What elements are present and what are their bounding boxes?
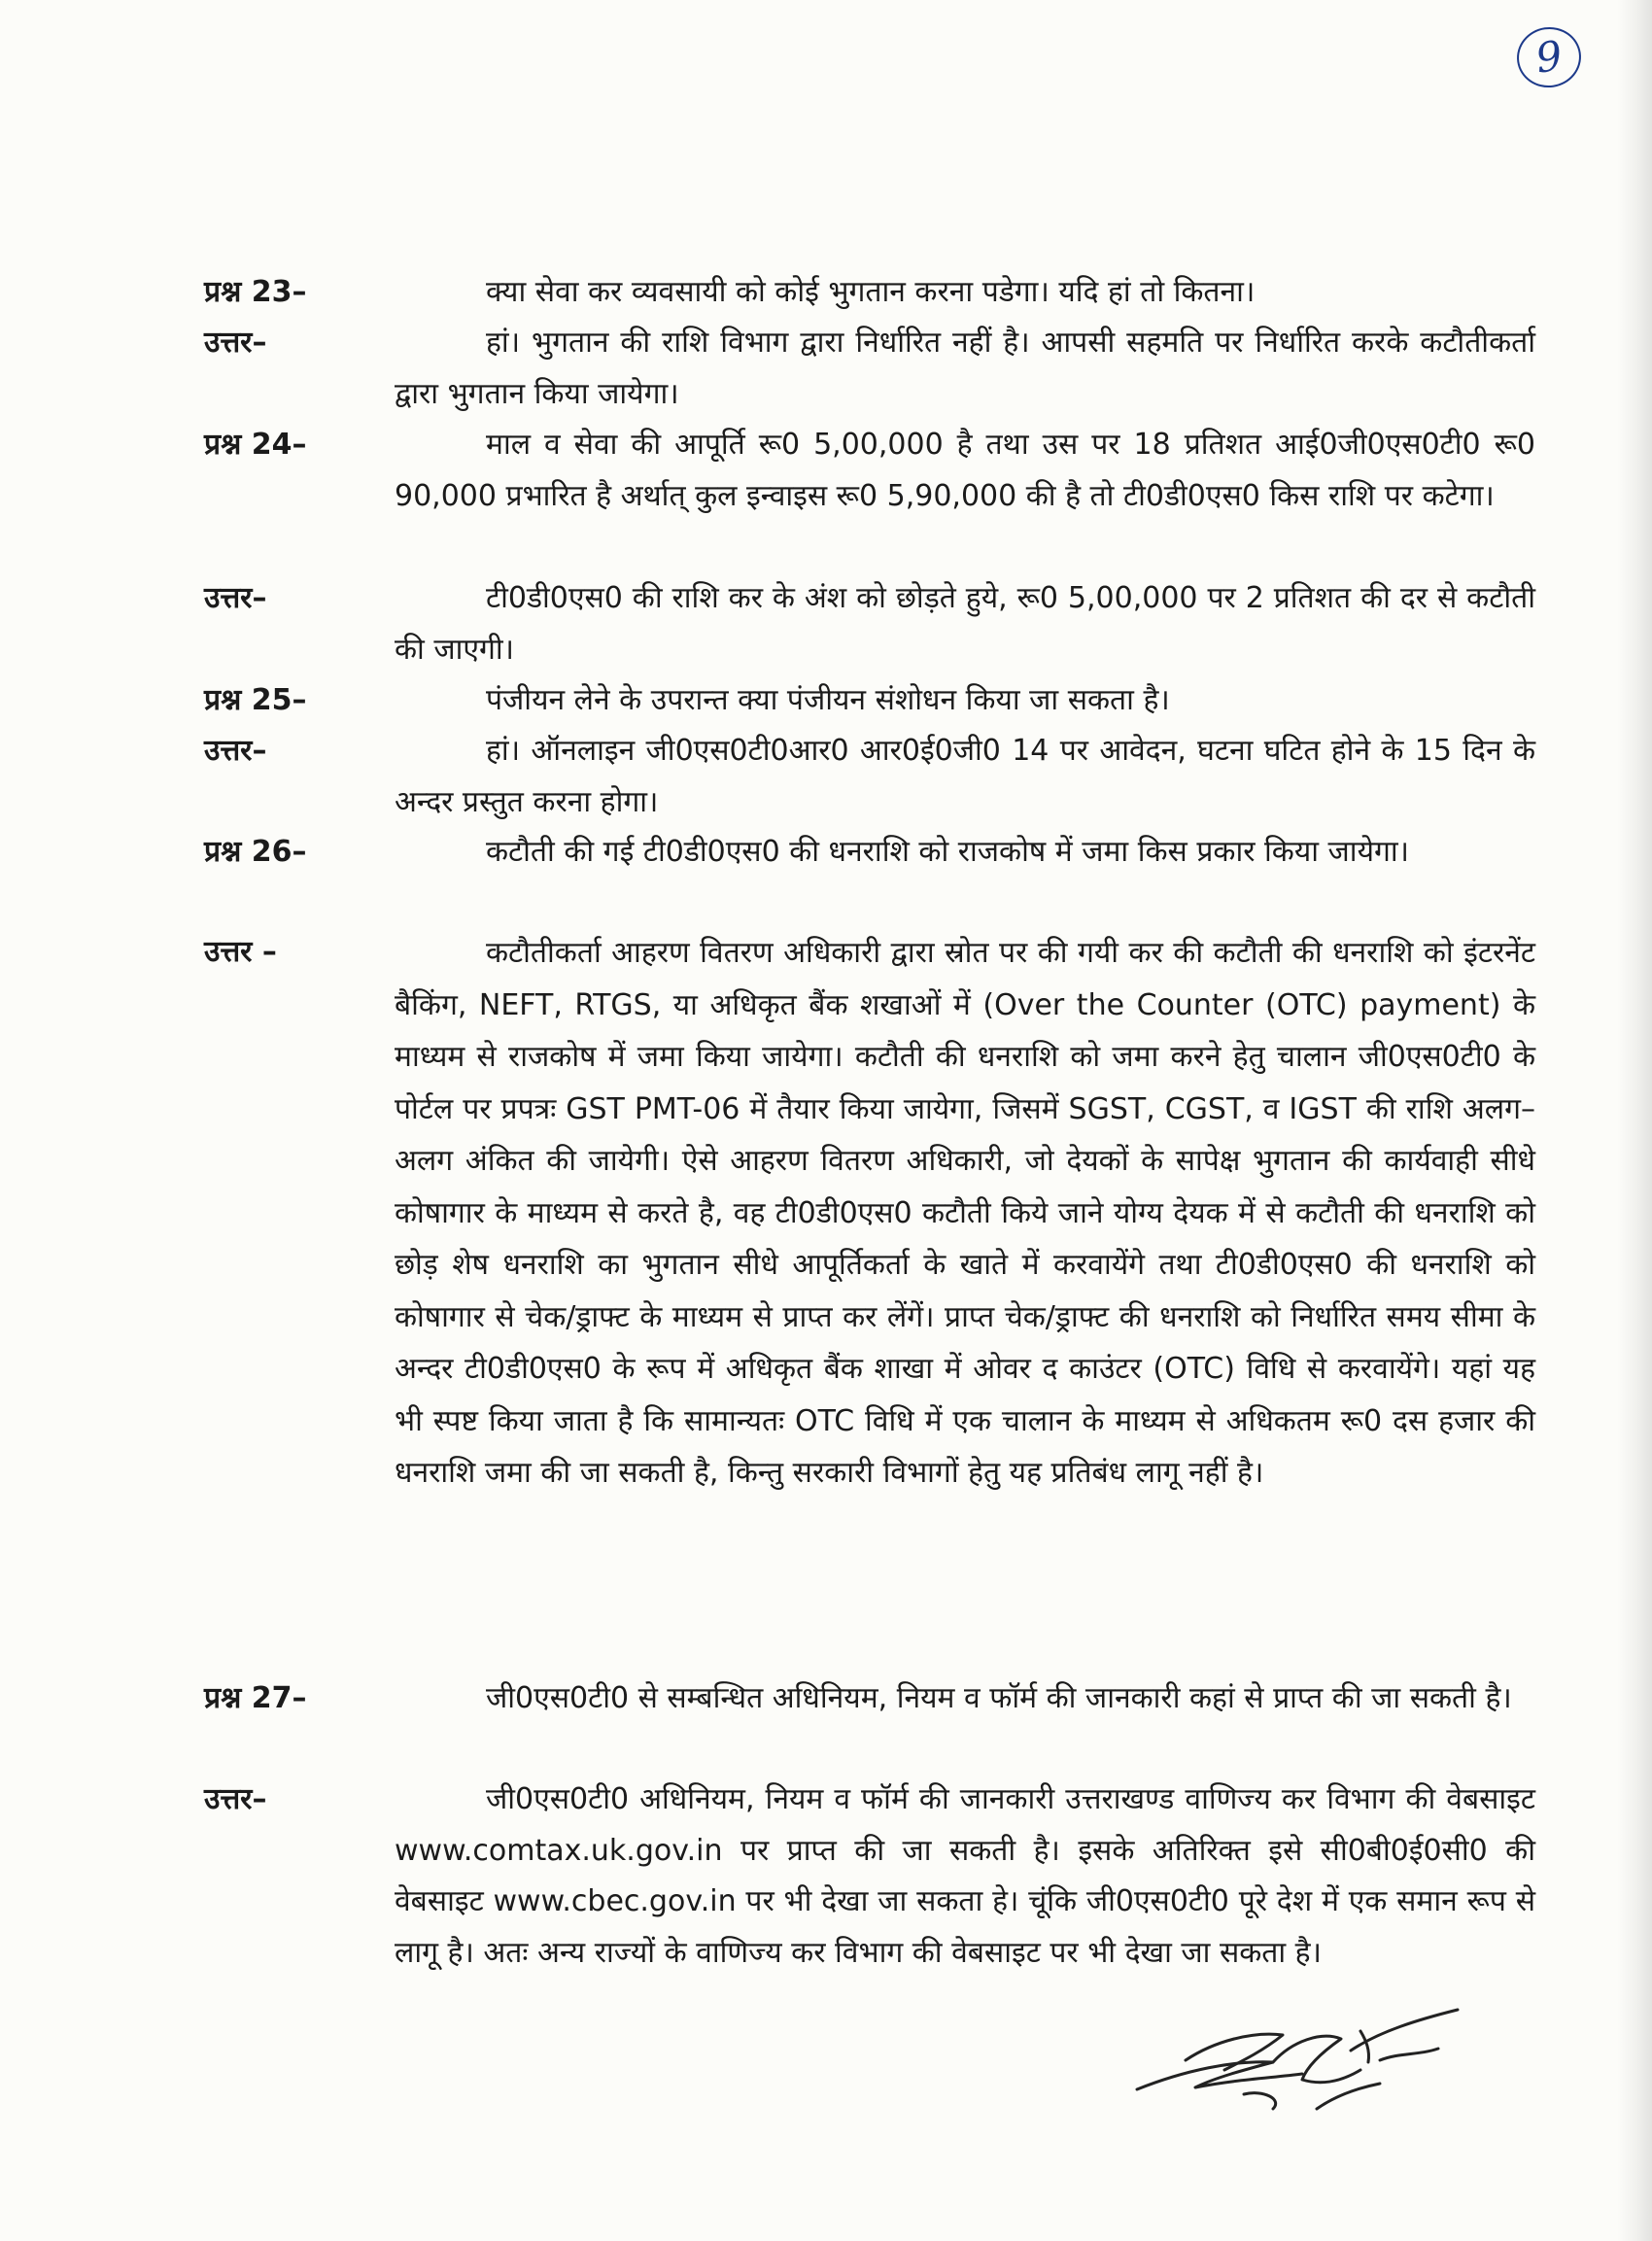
page-number: 9 (1513, 23, 1585, 92)
question-24 (204, 420, 1535, 522)
answer-label: उत्तर– (204, 734, 267, 768)
answer-text: टी0डी0एस0 की राशि कर के अंश को छोड़ते हुये, रू0 5,00,000 पर 2 प्रतिशत की दर से कटौती की जाएगी। (395, 581, 1535, 667)
question-text: माल व सेवा की आपूर्ति रू0 5,00,000 है तथा उस पर 18 प्रतिशत आई0जी0एस0टी0 रू0 90,000 प्रभारित है अर्थात् कुल इन्वाइस रू0 5,90,000 की है तो टी0डी0एस0 किस राशि पर कटेगा। (395, 428, 1535, 513)
answer-text: जी0एस0टी0 अधिनियम, नियम व फॉर्म की जानकारी उत्तराखण्ड वाणिज्य कर विभाग की वेबसाइट www.comtax.uk.gov.in पर प्राप्त की जा सकती है। इसके अतिरिक्त इसे सी0बी0ई0सी0 की वेबसाइट www.cbec.gov.in पर भी देखा जा सकता हे। चूंकि जी0एस0टी0 पूरे देश में एक समान रूप से लागू है। अतः अन्य राज्यों के वाणिज्य कर विभाग की वेबसाइट पर भी देखा जा सकता है। (395, 1782, 1535, 1970)
question-text: कटौती की गई टी0डी0एस0 की धनराशि को राजकोष में जमा किस प्रकार किया जायेगा। (486, 835, 1410, 869)
handwritten-signature (1127, 2002, 1477, 2119)
answer-text: हां। भुगतान की राशि विभाग द्वारा निर्धारित नहीं है। आपसी सहमति पर निर्धारित करके कटौतीकर्ता द्वारा भुगतान किया जायेगा। (395, 326, 1535, 411)
question-label: प्रश्न 25– (204, 683, 307, 717)
question-26 (204, 827, 1535, 879)
question-text: क्या सेवा कर व्यवसायी को कोई भुगतान करना पडेगा। यदि हां तो कितना। (486, 275, 1256, 309)
answer-26 (204, 927, 1535, 1500)
answer-label: उत्तर– (204, 326, 267, 360)
question-label: प्रश्न 24– (204, 428, 307, 462)
answer-label: उत्तर – (204, 935, 277, 969)
answer-text: कटौतीकर्ता आहरण वितरण अधिकारी द्वारा स्रोत पर की गयी कर की कटौती की धनराशि को इंटरनेंट बैकिंग, NEFT, RTGS, या अधिकृत बैंक शखाओं में (Over the Counter (OTC) payment) के माध्यम से राजकोष में जमा किया जायेगा। कटौती की धनराशि को जमा करने हेतु चालान जी0एस0टी0 के पोर्टल पर प्रपत्रः GST PMT-06 में तैयार किया जायेगा, जिसमें SGST, CGST, व IGST की राशि अलग–अलग अंकित की जायेगी। ऐसे आहरण वितरण अधिकारी, जो देयकों के सापेक्ष भुगतान की कार्यवाही सीधे कोषागार के माध्यम से करते है, वह टी0डी0एस0 कटौती किये जाने योग्य देयक में से कटौती की धनराशि को छोड़ शेष धनराशि का भुगतान सीधे आपूर्तिकर्ता के खाते में करवायेंगे तथा टी0डी0एस0 की धनराशि को कोषागार से चेक/ड्राफ्ट के माध्यम से प्राप्त कर लेंगें। प्राप्त चेक/ड्राफ्ट की धनराशि को निर्धारित समय सीमा के अन्दर टी0डी0एस0 के रूप में अधिकृत बैंक शाखा में ओवर द काउंटर (OTC) विधि से करवायेंगे। यहां यह भी स्पष्ट किया जाता है कि सामान्यतः OTC विधि में एक चालान के माध्यम से अधिकतम रू0 दस हजार की धनराशि जमा की जा सकती है, किन्तु सरकारी विभागों हेतु यह प्रतिबंध लागू नहीं है। (395, 936, 1535, 1490)
answer-25 (204, 726, 1535, 828)
answer-text: हां। ऑनलाइन जी0एस0टी0आर0 आर0ई0जी0 14 पर आवेदन, घटना घटित होने के 15 दिन के अन्दर प्रस्तुत करना होगा। (395, 734, 1535, 819)
question-text: पंजीयन लेने के उपरान्त क्या पंजीयन संशोधन किया जा सकता है। (486, 683, 1170, 717)
question-label: प्रश्न 27– (204, 1681, 307, 1715)
answer-label: उत्तर– (204, 581, 267, 615)
answer-23 (204, 318, 1535, 420)
question-label: प्रश्न 23– (204, 275, 307, 309)
question-25 (204, 675, 1535, 727)
page-edge-shadow (1617, 0, 1652, 2241)
question-23 (204, 267, 1535, 319)
answer-27 (204, 1775, 1535, 1979)
answer-24 (204, 573, 1535, 675)
question-label: प्रश्न 26– (204, 835, 307, 869)
question-text: जी0एस0टी0 से सम्बन्धित अधिनियम, नियम व फॉर्म की जानकारी कहां से प्राप्त की जा सकती है। (486, 1681, 1512, 1715)
question-27 (204, 1673, 1535, 1725)
answer-label: उत्तर– (204, 1782, 267, 1816)
